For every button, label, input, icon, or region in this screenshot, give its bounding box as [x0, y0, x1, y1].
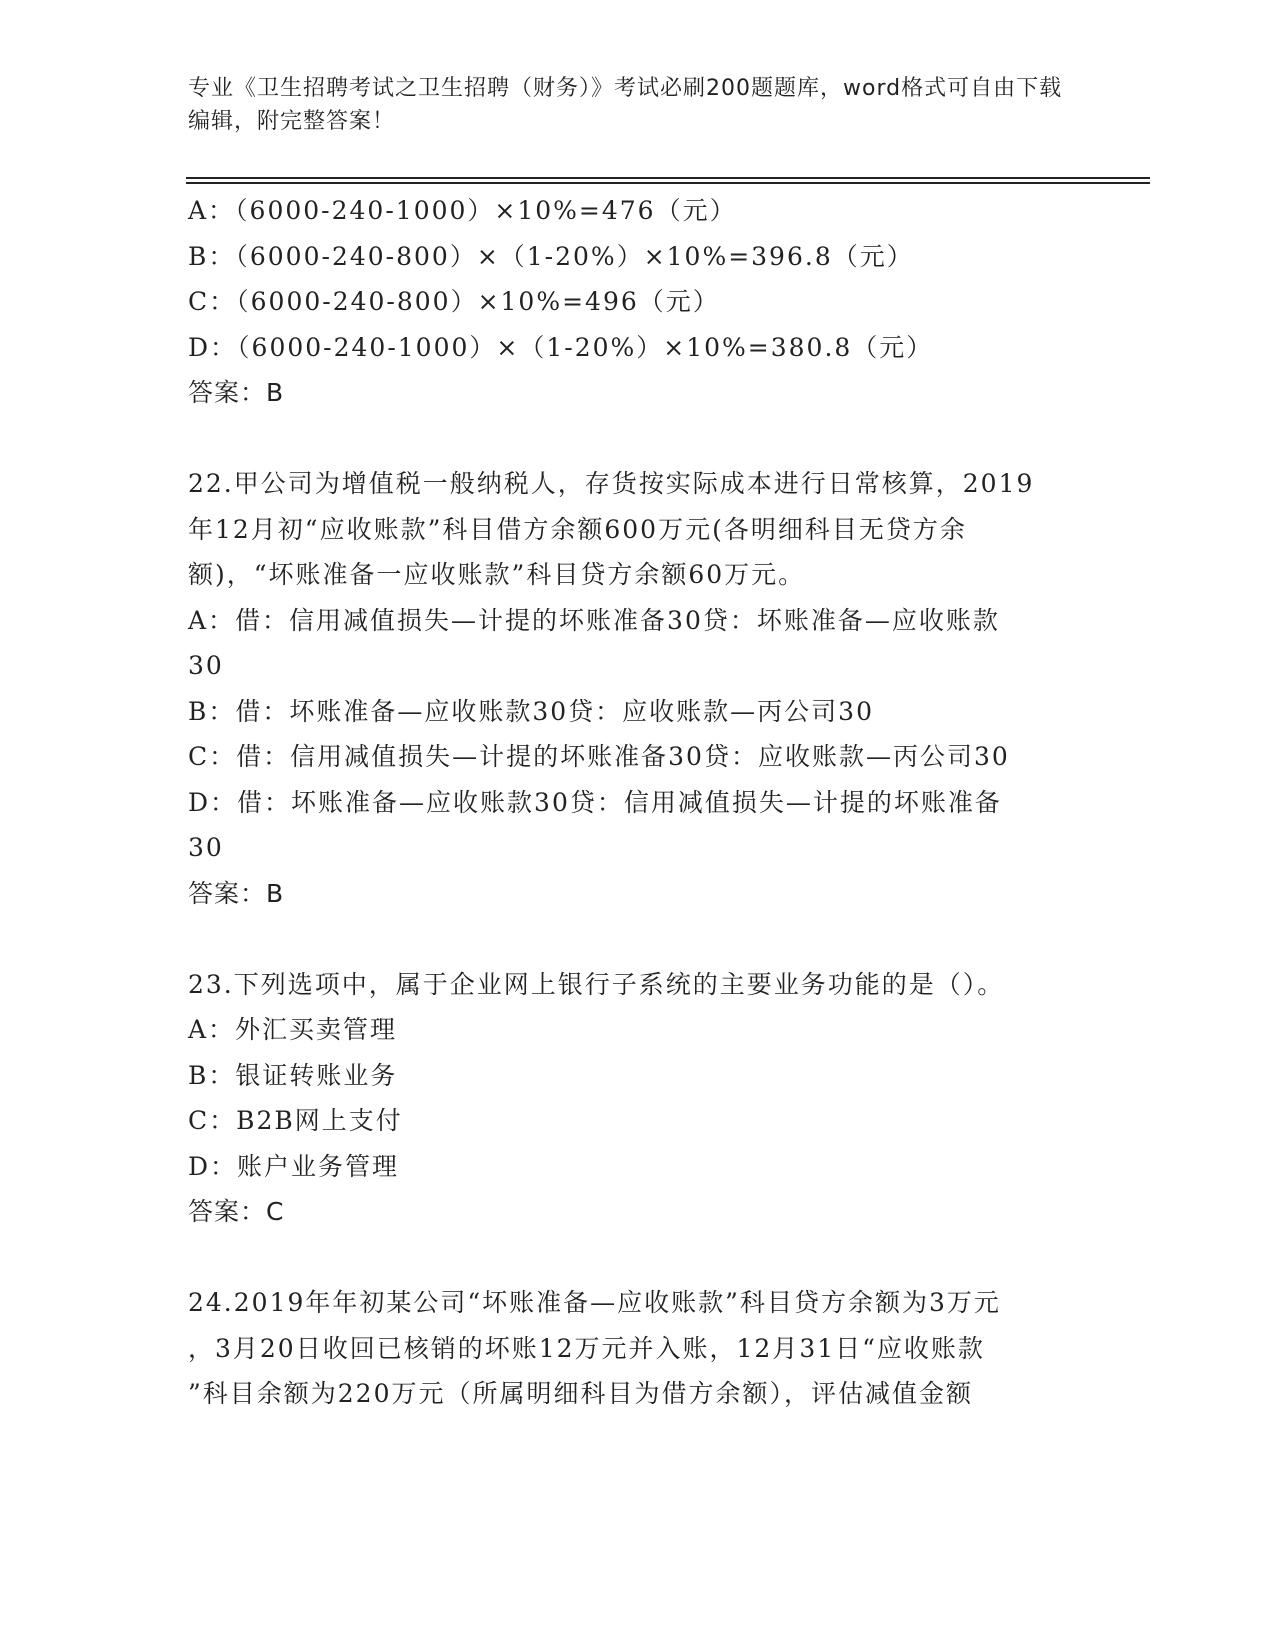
question-22 [188, 461, 1078, 871]
spacer [188, 1235, 1078, 1281]
question-stem-line: ，3月20日收回已核销的坏账12万元并入账，12月31日“应收账款 [188, 1333, 985, 1363]
question-21-answer: 答案：B [188, 378, 285, 407]
option-d: D：借：坏账准备—应收账款30贷：信用减值损失—计提的坏账准备 [188, 787, 1002, 817]
question-21-options [188, 188, 1078, 370]
option-a: A：借：信用减值损失—计提的坏账准备30贷：坏账准备—应收账款 [188, 605, 1000, 635]
question-23-answer: 答案：C [188, 1197, 285, 1226]
option-b: B：借：坏账准备—应收账款30贷：应收账款—丙公司30 [188, 696, 874, 726]
spacer [188, 416, 1078, 462]
question-24 [188, 1280, 1078, 1417]
question-23 [188, 962, 1078, 1190]
question-stem-line: 22.甲公司为增值税一般纳税人，存货按实际成本进行日常核算，2019 [188, 469, 1035, 498]
question-22-answer: 答案：B [188, 878, 285, 908]
option-a-continued: 30 [188, 651, 224, 680]
option-a: A：外汇买卖管理 [188, 1015, 398, 1044]
option-d-continued: 30 [188, 833, 224, 862]
spacer [188, 916, 1078, 962]
document-body [188, 188, 1078, 1417]
question-stem: 23.下列选项中，属于企业网上银行子系统的主要业务功能的是（）。 [188, 969, 1005, 999]
option-b: B：（6000-240-800）×（1-20%）×10%=396.8（元） [188, 241, 914, 271]
option-c: C：（6000-240-800）×10%=496（元） [188, 287, 720, 316]
header-rule-top [186, 177, 1150, 179]
option-d: D：账户业务管理 [188, 1151, 400, 1181]
option-d: D：（6000-240-1000）×（1-20%）×10%=380.8（元） [188, 332, 934, 362]
document-header: 专业《卫生招聘考试之卫生招聘（财务）》考试必刷200题题库，word格式可自由下载编辑，附完整答案！ [188, 76, 1063, 134]
option-c: C：B2B网上支付 [188, 1106, 403, 1135]
option-c: C：借：信用减值损失—计提的坏账准备30贷：应收账款—丙公司30 [188, 742, 1010, 771]
question-stem-line: ”科目余额为220万元（所属明细科目为借方余额），评估减值金额 [188, 1379, 974, 1408]
question-stem-line: 年12月初“应收账款”科目借方余额600万元(各明细科目无贷方余 [188, 514, 967, 544]
question-stem-line: 24.2019年年初某公司“坏账准备—应收账款”科目贷方余额为3万元 [188, 1288, 1001, 1317]
question-stem-line: 额)，“坏账准备一应收账款”科目贷方余额60万元。 [188, 560, 806, 589]
option-b: B：银证转账业务 [188, 1060, 398, 1090]
option-a: A：（6000-240-1000）×10%=476（元） [188, 196, 737, 225]
header-rule-bottom [186, 182, 1150, 184]
